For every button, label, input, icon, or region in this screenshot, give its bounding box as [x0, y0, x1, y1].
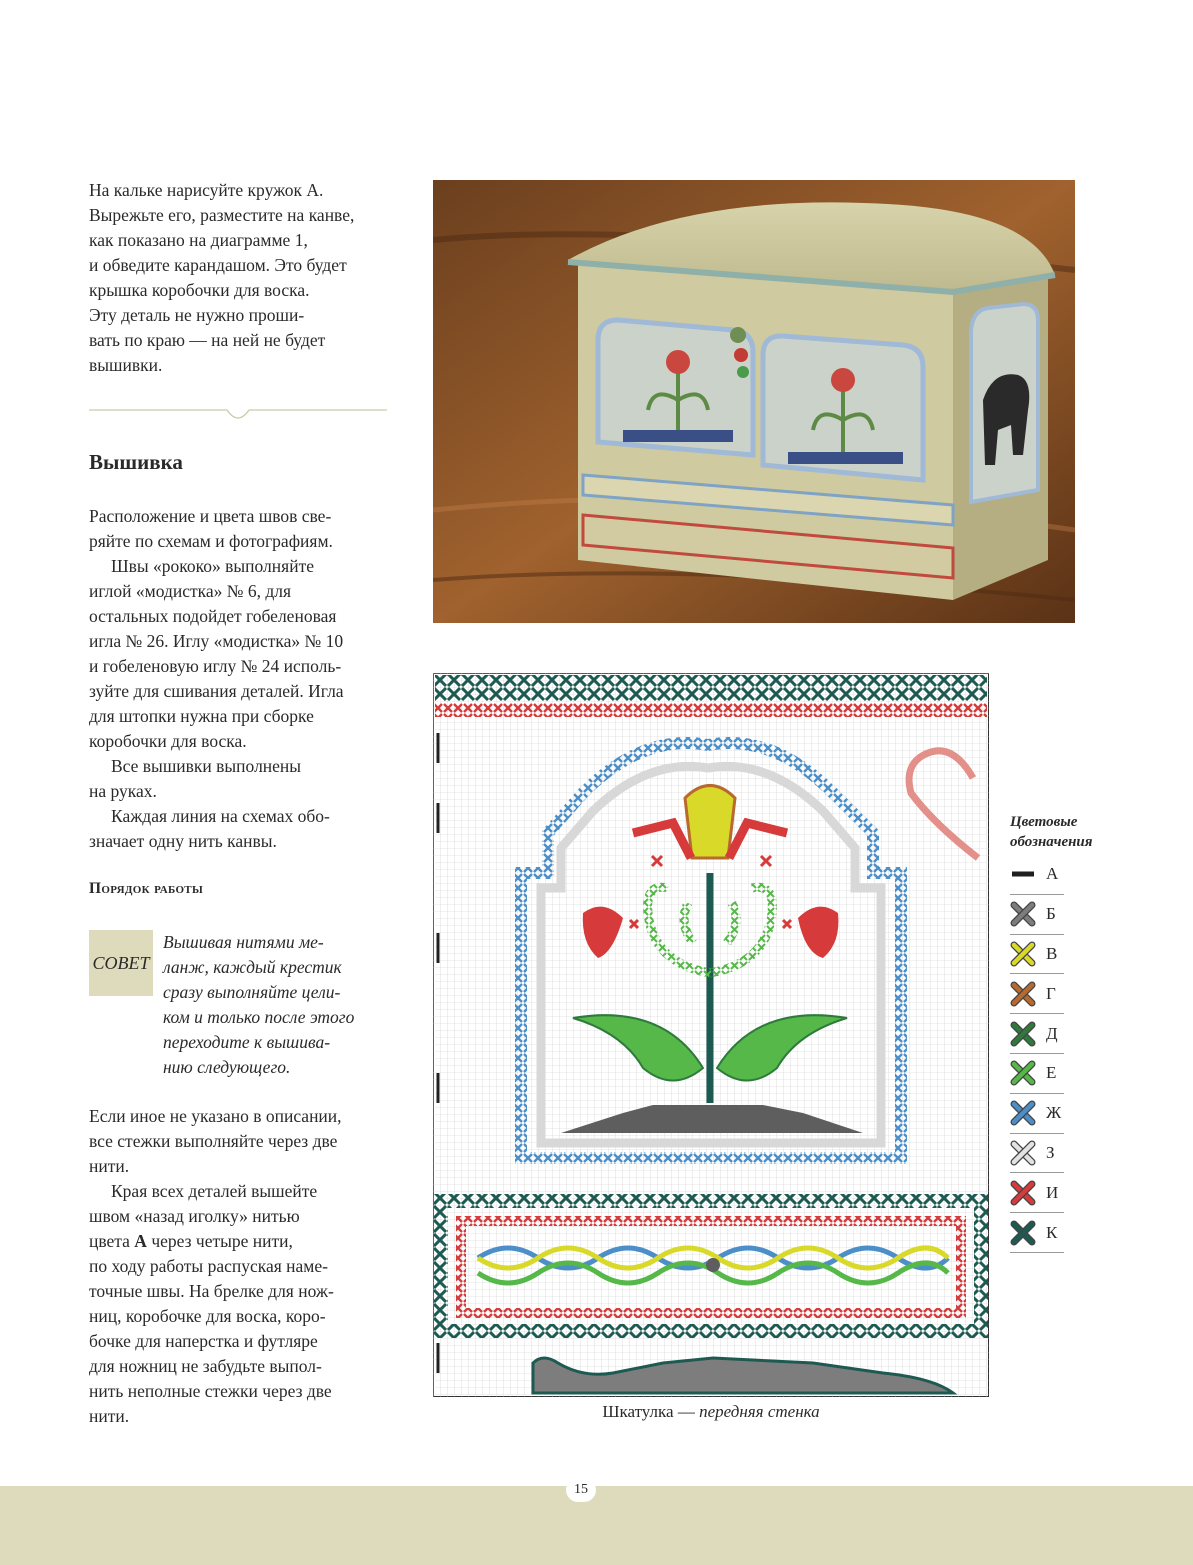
text-fragment: цвета [89, 1231, 135, 1251]
legend-item [1010, 855, 1064, 895]
text-line: нити. [89, 1406, 130, 1426]
legend-item [1010, 974, 1064, 1014]
legend-label: А [1046, 864, 1059, 884]
legend-label: Д [1046, 1023, 1058, 1043]
legend-title-line: обозначения [1010, 834, 1093, 850]
cross-swatch-icon [1010, 1060, 1036, 1086]
legend-item [1010, 1134, 1064, 1174]
cross-swatch-icon [1010, 1100, 1036, 1126]
text-line: значает одну нить канвы. [89, 831, 277, 851]
text-line: крышка коробочки для воска. [89, 280, 310, 300]
text-fragment: через четыре нити, [146, 1231, 293, 1251]
order-title: Порядок работы [89, 880, 204, 897]
text-line: ряйте по схемам и фотографиям. [89, 531, 333, 551]
text-line: и обведите карандашом. Это будет [89, 255, 347, 275]
tip-line: нию следующего. [163, 1057, 291, 1077]
text-line: вать по краю — на ней не будет [89, 330, 326, 350]
text-line: Эту деталь не нужно проши- [89, 305, 305, 325]
color-legend [1010, 855, 1064, 1253]
body-text-1 [89, 504, 389, 854]
cross-stitch-chart [433, 673, 989, 1397]
text-line [89, 1229, 389, 1254]
cross-swatch-icon [1010, 1180, 1036, 1206]
text-line: на руках. [89, 781, 157, 801]
text-line: игла № 26. Иглу «модистка» № 10 [89, 631, 344, 651]
tip-line: Вышивая нитями ме- [163, 932, 324, 952]
legend-item [1010, 1094, 1064, 1134]
legend-item [1010, 1014, 1064, 1054]
text-line: зуйте для сшивания деталей. Игла [89, 681, 344, 701]
text-line: для штопки нужна при сборке [89, 706, 314, 726]
section-title: Вышивка [89, 450, 183, 474]
tip-line: переходите к вышива- [163, 1032, 331, 1052]
text-line: для ножниц не забудьте выпол- [89, 1356, 322, 1376]
text-line: иглой «модистка» № 6, для [89, 581, 292, 601]
chart-caption [433, 1402, 989, 1422]
text-line: Расположение и цвета швов све- [89, 506, 332, 526]
legend-item [1010, 895, 1064, 935]
text-line: и гобеленовую иглу № 24 исполь- [89, 656, 342, 676]
text-line: по ходу работы распуская наме- [89, 1256, 328, 1276]
text-line: швом «назад иголку» нитью [89, 1206, 300, 1226]
box-photo [433, 180, 1075, 623]
legend-label: З [1046, 1142, 1055, 1162]
text-line: нить неполные стежки через две [89, 1381, 332, 1401]
legend-label: Е [1046, 1063, 1057, 1083]
text-line: Края всех деталей вышейте [111, 1181, 318, 1201]
text-line: ниц, коробочке для воска, коро- [89, 1306, 326, 1326]
text-line: Швы «рококо» выполняйте [111, 556, 314, 576]
legend-title [1010, 812, 1093, 852]
legend-title-line: Цветовые [1010, 814, 1078, 830]
page-number: 15 [566, 1478, 596, 1502]
color-code: А [134, 1231, 147, 1251]
chart-caption-italic: передняя стенка [699, 1402, 820, 1421]
cross-swatch-icon [1010, 901, 1036, 927]
line-swatch-icon [1010, 861, 1036, 887]
intro-text [89, 178, 389, 378]
tip-line: сразу выполняйте цели- [163, 982, 341, 1002]
text-line: вышивки. [89, 355, 163, 375]
text-line: как показано на диаграмме 1, [89, 230, 308, 250]
text-line: остальных подойдет гобеленовая [89, 606, 337, 626]
legend-item [1010, 1173, 1064, 1213]
cross-swatch-icon [1010, 1021, 1036, 1047]
cross-swatch-icon [1010, 941, 1036, 967]
legend-label: Ж [1046, 1103, 1062, 1123]
legend-item [1010, 1213, 1064, 1253]
legend-label: К [1046, 1222, 1058, 1242]
tip-badge: СОВЕТ [89, 930, 153, 996]
legend-item [1010, 1054, 1064, 1094]
legend-label: Г [1046, 983, 1056, 1003]
cross-swatch-icon [1010, 1220, 1036, 1246]
text-line: Каждая линия на схемах обо- [111, 806, 330, 826]
page-footer [0, 1486, 1193, 1565]
text-line: все стежки выполняйте через две [89, 1131, 338, 1151]
cross-swatch-icon [1010, 981, 1036, 1007]
text-line: Если иное не указано в описании, [89, 1106, 342, 1126]
tip-line: ланж, каждый крестик [163, 957, 342, 977]
tip-line: ком и только после этого [163, 1007, 355, 1027]
legend-label: И [1046, 1182, 1059, 1202]
text-line: коробочки для воска. [89, 731, 247, 751]
body-text-2 [89, 1104, 389, 1429]
legend-item [1010, 935, 1064, 975]
legend-label: В [1046, 943, 1058, 963]
tip-text [163, 930, 393, 1080]
cross-swatch-icon [1010, 1140, 1036, 1166]
text-line: Вырежьте его, разместите на канве, [89, 205, 355, 225]
chart-caption-plain: Шкатулка — [602, 1402, 700, 1421]
legend-label: Б [1046, 904, 1056, 924]
text-line: точные швы. На брелке для нож- [89, 1281, 334, 1301]
text-line: На кальке нарисуйте кружок А. [89, 180, 324, 200]
text-line: Все вышивки выполнены [111, 756, 302, 776]
section-divider [89, 402, 387, 424]
text-line: бочке для наперстка и футляре [89, 1331, 318, 1351]
text-line: нити. [89, 1156, 130, 1176]
